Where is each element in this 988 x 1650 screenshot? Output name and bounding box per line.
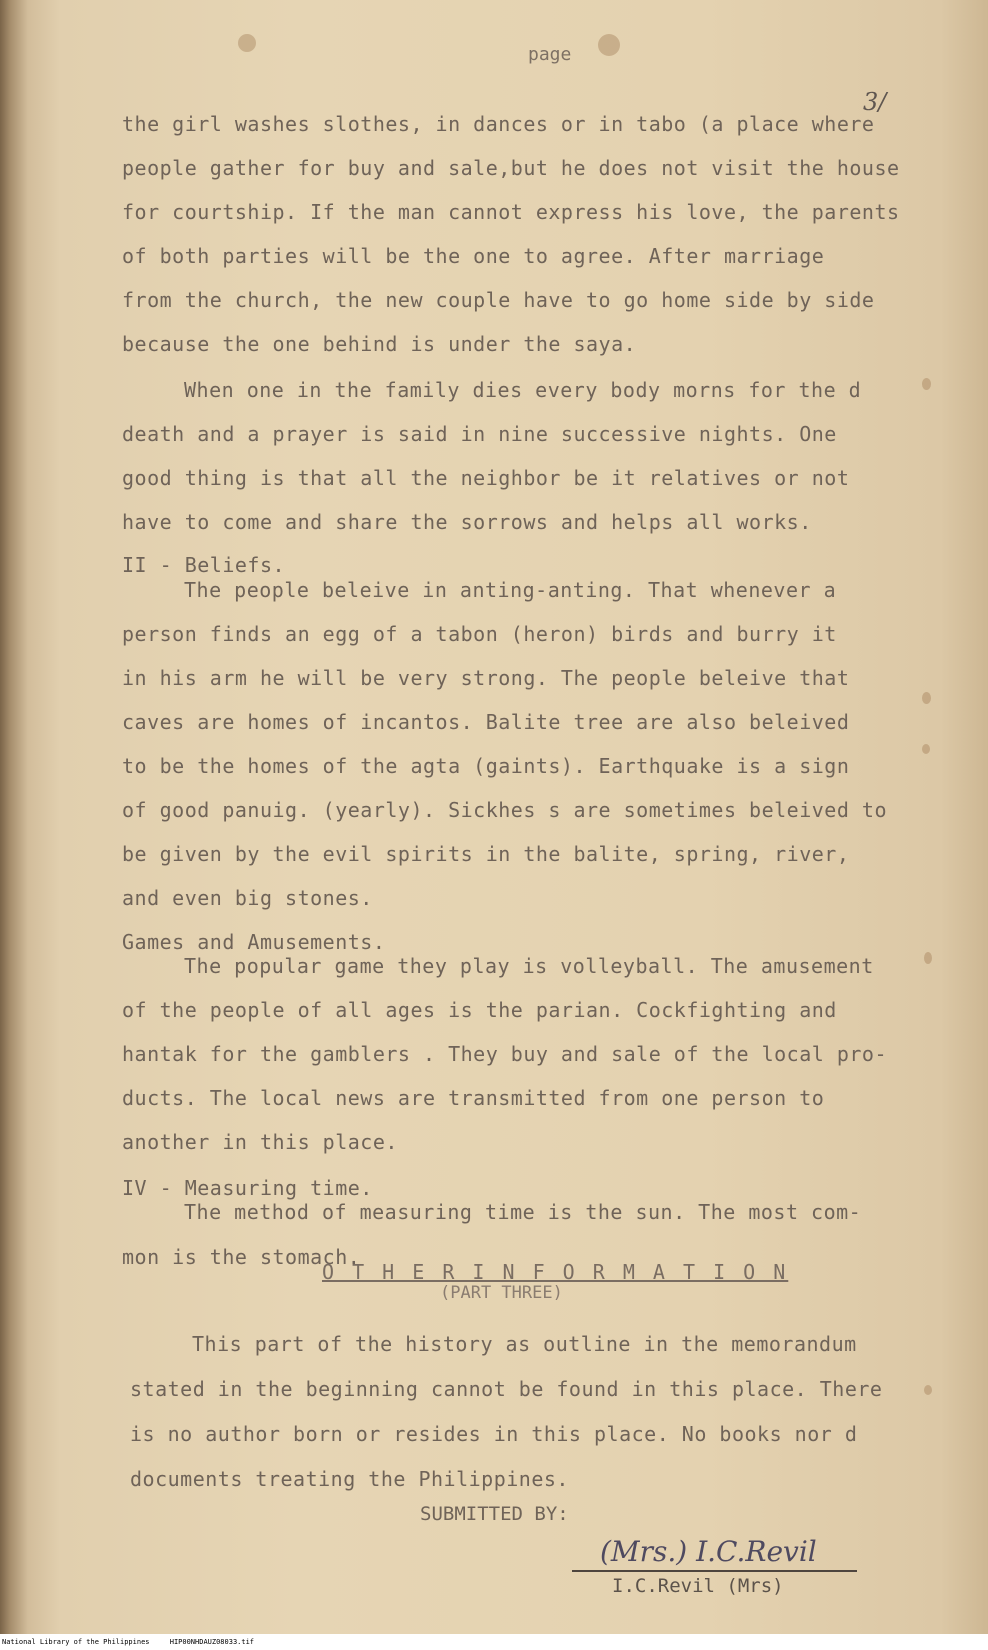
- body-line: When one in the family dies every body morns for the d: [184, 378, 862, 402]
- body-line: hantak for the gamblers . They buy and sale of the local pro-: [122, 1042, 888, 1066]
- body-line: people gather for buy and sale,but he does not visit the house: [122, 156, 900, 180]
- section-heading: IV - Measuring time.: [122, 1176, 373, 1200]
- stain-mark: [922, 692, 931, 704]
- body-line: of good panuig. (yearly). Sickhes s are sometimes beleived to: [122, 798, 888, 822]
- body-line: for courtship. If the man cannot express his love, the parents: [122, 200, 900, 224]
- body-line: caves are homes of incantos. Balite tree are also beleived: [122, 710, 850, 734]
- body-line: from the church, the new couple have to go home side by side: [122, 288, 875, 312]
- stain-mark: [922, 744, 930, 754]
- page-label: page: [528, 44, 572, 65]
- body-line: because the one behind is under the saya.: [122, 332, 637, 356]
- body-line: another in this place.: [122, 1130, 398, 1154]
- closing-line: is no author born or resides in this place. No books nor d: [130, 1422, 858, 1446]
- body-line: mon is the stomach.: [122, 1245, 361, 1269]
- section-heading: Games and Amusements.: [122, 930, 386, 954]
- body-line: good thing is that all the neighbor be it relatives or not: [122, 466, 850, 490]
- body-line: The method of measuring time is the sun. The most com-: [184, 1200, 862, 1224]
- signature: (Mrs.) I.C.Revil: [600, 1535, 817, 1568]
- stain-mark: [924, 1385, 932, 1395]
- folio-number: 3/: [863, 88, 887, 116]
- closing-line: stated in the beginning cannot be found in this place. There: [130, 1377, 883, 1401]
- body-line: death and a prayer is said in nine successive nights. One: [122, 422, 837, 446]
- section-heading: II - Beliefs.: [122, 553, 286, 577]
- footer-library: National Library of the Philippines: [2, 1638, 150, 1646]
- body-line: of the people of all ages is the parian. Cockfighting and: [122, 998, 837, 1022]
- stain-mark: [598, 34, 620, 56]
- body-line: of both parties will be the one to agree. After marriage: [122, 244, 825, 268]
- section-title: O T H E R I N F O R M A T I O N: [322, 1260, 789, 1284]
- body-line: in his arm he will be very strong. The people beleive that: [122, 666, 850, 690]
- body-line: the girl washes slothes, in dances or in tabo (a place where: [122, 112, 875, 136]
- scan-footer: [0, 1634, 988, 1650]
- section-subtitle: (PART THREE): [440, 1283, 563, 1303]
- stain-mark: [238, 34, 256, 52]
- body-line: to be the homes of the agta (gaints). Earthquake is a sign: [122, 754, 850, 778]
- body-line: and even big stones.: [122, 886, 373, 910]
- body-line: The people beleive in anting-anting. That whenever a: [184, 578, 837, 602]
- footer-filename: HIP00NHDAUZ08033.tif: [169, 1638, 255, 1646]
- closing-line: This part of the history as outline in the memorandum: [192, 1332, 857, 1356]
- closing-line: documents treating the Philippines.: [130, 1467, 569, 1491]
- signature-line: [572, 1570, 857, 1572]
- body-line: The popular game they play is volleyball. The amusement: [184, 954, 874, 978]
- stain-mark: [922, 378, 931, 390]
- body-line: ducts. The local news are transmitted from one person to: [122, 1086, 825, 1110]
- body-line: person finds an egg of a tabon (heron) birds and burry it: [122, 622, 837, 646]
- body-line: have to come and share the sorrows and helps all works.: [122, 510, 812, 534]
- body-line: be given by the evil spirits in the balite, spring, river,: [122, 842, 850, 866]
- stain-mark: [924, 952, 932, 964]
- submitted-by-label: SUBMITTED BY:: [420, 1503, 569, 1525]
- signer-name: I.C.Revil (Mrs): [612, 1575, 784, 1597]
